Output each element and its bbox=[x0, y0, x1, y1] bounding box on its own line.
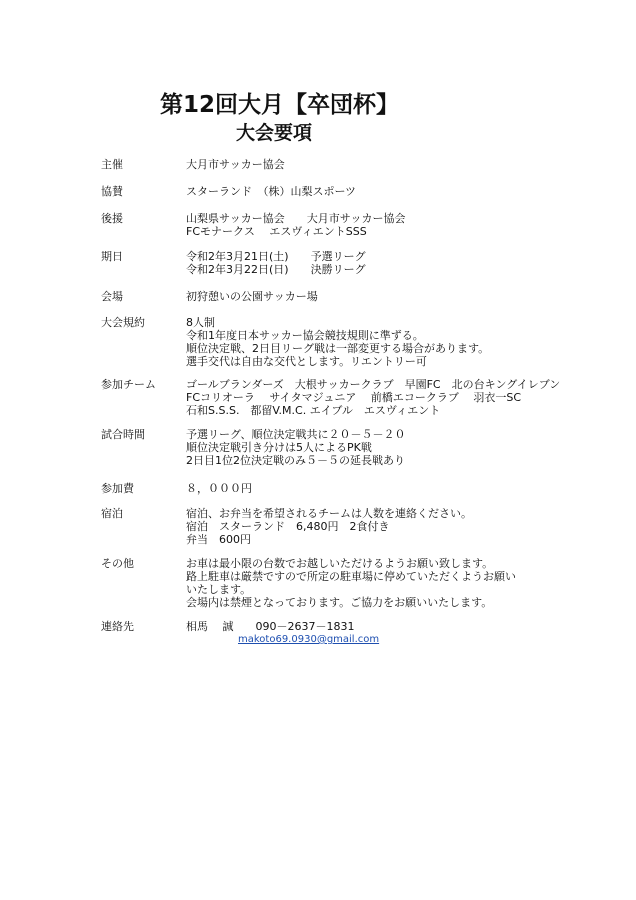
section-value bbox=[186, 158, 285, 171]
section-line: 宿泊、お弁当を希望されるチームは人数を連絡ください。 bbox=[186, 507, 472, 520]
contact-email-link[interactable]: makoto69.0930@gmail.com bbox=[238, 634, 380, 645]
document-subtitle: 大会要項 bbox=[236, 122, 313, 144]
section-label: 後援 bbox=[101, 212, 123, 225]
section-line: FCコリオーラ サイタマジュニア 前橋エコークラブ 羽衣一SC bbox=[186, 391, 522, 404]
section-line: 相馬 誠 090－2637－1831 bbox=[186, 620, 355, 633]
section-value bbox=[186, 378, 560, 417]
section-label: 連絡先 bbox=[101, 620, 134, 633]
section-line: お車は最小限の台数でお越しいただけるようお願い致します。 bbox=[186, 557, 494, 570]
section-line: 順位決定戦、2日目リーグ戦は一部変更する場合があります。 bbox=[186, 342, 490, 355]
section-line: FCモナークス エスヴィエントSSS bbox=[186, 225, 367, 238]
section-line: 石和S.S.S. 都留V.M.C. エイブル エスヴィエント bbox=[186, 404, 441, 417]
section-line: 路上駐車は厳禁ですので所定の駐車場に停めていただくようお願い bbox=[186, 570, 516, 583]
section-label: 主催 bbox=[101, 158, 123, 171]
section-label: 大会規約 bbox=[101, 316, 145, 329]
section-line: 令和2年3月22日(日) 決勝リーグ bbox=[186, 263, 366, 276]
section-line: 2日目1位2位決定戦のみ５－５の延長戦あり bbox=[186, 454, 405, 467]
section-line: 予選リーグ、順位決定戦共に２０－５－２０ bbox=[186, 428, 406, 441]
section-value bbox=[186, 185, 356, 198]
section-line: 宿泊 スターランド 6,480円 2食付き bbox=[186, 520, 390, 533]
document-title: 第12回大月【卒団杯】 bbox=[160, 92, 400, 118]
section-value bbox=[186, 482, 252, 495]
section-line: 会場内は禁煙となっております。ご協力をお願いいたします。 bbox=[186, 596, 493, 609]
section-value bbox=[186, 557, 516, 609]
section-line: 8人制 bbox=[186, 316, 215, 329]
section-value bbox=[186, 250, 366, 276]
section-line: 順位決定戦引き分けは5人によるPK戦 bbox=[186, 441, 372, 454]
section-value bbox=[186, 212, 406, 238]
section-value bbox=[186, 428, 406, 467]
section-line: スターランド （株）山梨スポーツ bbox=[186, 185, 357, 198]
section-value bbox=[186, 507, 472, 546]
section-line: 大月市サッカー協会 bbox=[186, 158, 285, 171]
section-label: 協賛 bbox=[101, 185, 123, 198]
section-line: いたします。 bbox=[186, 583, 252, 596]
section-line: 初狩憩いの公園サッカー場 bbox=[186, 290, 318, 303]
section-value bbox=[186, 316, 489, 368]
section-label: その他 bbox=[101, 557, 134, 570]
section-label: 会場 bbox=[101, 290, 123, 303]
section-line: 令和2年3月21日(土) 予選リーグ bbox=[186, 250, 366, 263]
section-line: ８，０００円 bbox=[186, 482, 252, 495]
section-label: 宿泊 bbox=[101, 507, 123, 520]
section-line: 山梨県サッカー協会 大月市サッカー協会 bbox=[186, 212, 406, 225]
section-value bbox=[186, 290, 318, 303]
section-value bbox=[186, 620, 354, 633]
section-line: ゴールブランダーズ 大根サッカークラブ 早園FC 北の台キングイレブン bbox=[186, 378, 561, 391]
section-label: 参加チーム bbox=[101, 378, 156, 391]
section-label: 期日 bbox=[101, 250, 123, 263]
section-label: 試合時間 bbox=[101, 428, 145, 441]
section-line: 弁当 600円 bbox=[186, 533, 251, 546]
section-line: 選手交代は自由な交代とします。リエントリー可 bbox=[186, 355, 427, 368]
section-line: 令和1年度日本サッカー協会競技規則に準ずる。 bbox=[186, 329, 424, 342]
section-label: 参加費 bbox=[101, 482, 134, 495]
